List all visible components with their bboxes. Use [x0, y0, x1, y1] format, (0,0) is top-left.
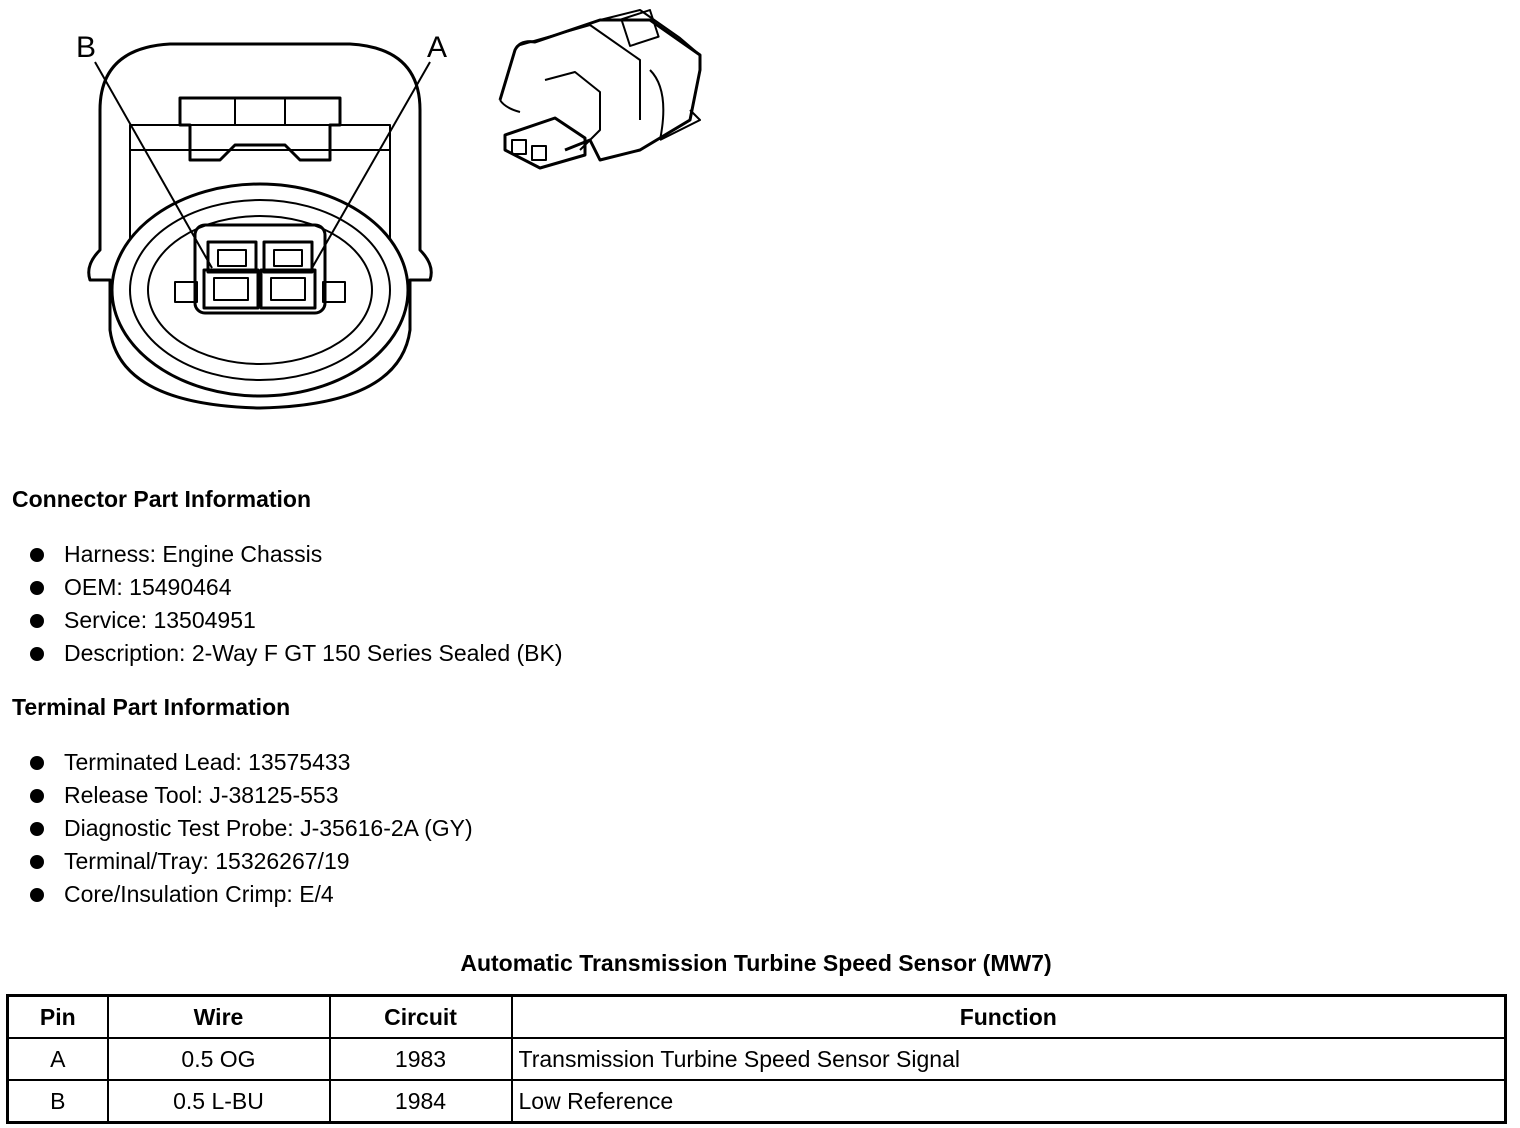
pin-label-b: B	[75, 31, 97, 64]
leader-line-a	[312, 62, 430, 268]
pinout-table-title: Automatic Transmission Turbine Speed Sensor (MW7)	[460, 950, 1052, 976]
column-header-wire: Wire	[108, 996, 330, 1039]
terminal-part-info-list	[28, 746, 473, 911]
terminal-a	[261, 242, 315, 308]
cell-wire: 0.5 L-BU	[108, 1080, 330, 1123]
pin-label-a: A	[426, 31, 448, 64]
cell-pin: B	[8, 1080, 108, 1123]
cell-function: Transmission Turbine Speed Sensor Signal	[512, 1038, 1506, 1080]
pinout-table	[6, 994, 1507, 1124]
connector-part-info-title: Connector Part Information	[12, 486, 312, 512]
cell-circuit: 1984	[330, 1080, 512, 1123]
column-header-function: Function	[512, 996, 1506, 1039]
list-item: Service: 13504951	[28, 604, 563, 637]
cell-function: Low Reference	[512, 1080, 1506, 1123]
connector-isometric-view	[500, 10, 700, 168]
bullet-icon	[30, 548, 44, 562]
list-item: Terminated Lead: 13575433	[28, 746, 473, 779]
cell-pin: A	[8, 1038, 108, 1080]
bullet-icon	[30, 614, 44, 628]
column-header-circuit: Circuit	[330, 996, 512, 1039]
cell-wire: 0.5 OG	[108, 1038, 330, 1080]
list-item: Harness: Engine Chassis	[28, 538, 563, 571]
bullet-icon	[30, 822, 44, 836]
bullet-icon	[30, 855, 44, 869]
connector-part-info-list	[28, 538, 563, 670]
list-item: OEM: 15490464	[28, 571, 563, 604]
list-item: Terminal/Tray: 15326267/19	[28, 845, 473, 878]
cell-circuit: 1983	[330, 1038, 512, 1080]
bullet-icon	[30, 756, 44, 770]
list-item: Core/Insulation Crimp: E/4	[28, 878, 473, 911]
bullet-icon	[30, 789, 44, 803]
column-header-pin: Pin	[8, 996, 108, 1039]
bullet-icon	[30, 647, 44, 661]
list-item: Description: 2-Way F GT 150 Series Sealed (BK)	[28, 637, 563, 670]
list-item: Diagnostic Test Probe: J-35616-2A (GY)	[28, 812, 473, 845]
bullet-icon	[30, 581, 44, 595]
terminal-part-info-title: Terminal Part Information	[12, 694, 291, 720]
table-row	[8, 1080, 1506, 1123]
table-header-row	[8, 996, 1506, 1039]
table-row	[8, 1038, 1506, 1080]
list-item: Release Tool: J-38125-553	[28, 779, 473, 812]
bullet-icon	[30, 888, 44, 902]
terminal-b	[204, 242, 258, 308]
connector-diagram	[0, 0, 760, 440]
